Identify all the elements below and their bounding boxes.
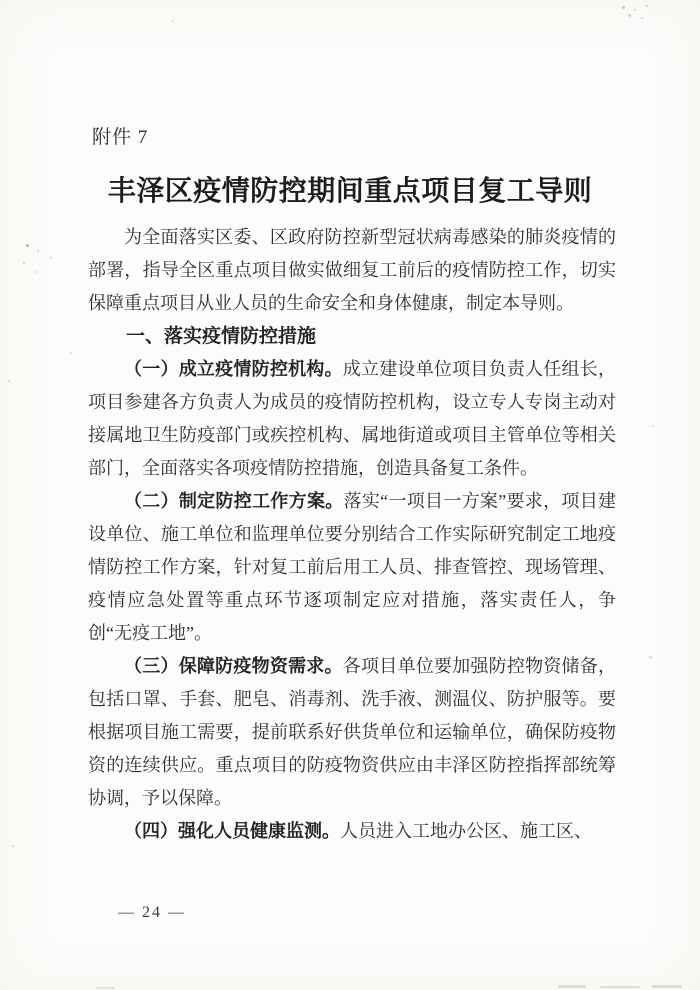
scan-speck	[622, 6, 625, 9]
scan-speck	[172, 20, 174, 22]
paragraph-lead: （四）强化人员健康监测。	[124, 821, 340, 842]
document-body	[88, 221, 616, 848]
scan-speck	[23, 262, 25, 264]
scan-speck	[8, 380, 10, 382]
paragraph	[88, 815, 616, 848]
scan-smudge	[558, 985, 586, 988]
scan-smudge	[652, 985, 682, 988]
document-title: 丰泽区疫情防控期间重点项目复工导则	[107, 173, 593, 207]
attachment-label: 附件 7	[92, 127, 149, 148]
page-number: — 24 —	[118, 904, 186, 921]
paragraph-lead: （三）保障防疫物资需求。	[124, 656, 343, 677]
scan-smudge	[95, 987, 115, 989]
paragraph-lead: （二）制定防控工作方案。	[124, 491, 344, 512]
section-heading: 一、落实疫情防控措施	[126, 325, 317, 347]
scan-speck	[641, 17, 643, 19]
scan-speck	[70, 352, 72, 354]
paragraph-text: 为全面落实区委、区政府防控新型冠状病毒感染的肺炎疫情的部署，指导全区重点项目做实做细复工前后的疫情防控工作，切实保障重点项目从业人员的生命安全和身体健康，制定本导则。	[88, 227, 616, 313]
scan-speck	[34, 271, 36, 273]
scan-speck	[628, 14, 631, 17]
paragraph-text: 人员进入工地办公区、施工区、	[340, 821, 592, 841]
scan-speck	[12, 845, 14, 847]
scan-speck	[652, 425, 654, 427]
scan-speck	[646, 5, 648, 7]
scan-speck	[37, 250, 39, 252]
paragraph	[88, 650, 616, 815]
scan-speck	[26, 244, 29, 247]
paragraph-lead: （一）成立疫情防控机构。	[124, 359, 343, 380]
paragraph-text: 各项目单位要加强防控物资储备，包括口罩、手套、肥皂、消毒剂、洗手液、测温仪、防护服等。要根据项目施工需要，提前联系好供货单位和运输单位，确保防疫物资的连续供应。重点项目的防疫物资供应由丰泽区防控指挥部统筹协调，予以保障。	[88, 656, 617, 808]
scan-speck	[634, 9, 636, 11]
paragraph-text: 成立建设单位项目负责人任组长，项目参建各方负责人为成员的疫情防控机构，设立专人专岗主动对接属地卫生防疫部门或疾控机构、属地街道或项目主管单位等相关部门，全面落实各项疫情防控措施，创造具备复工条件。	[88, 359, 617, 478]
scan-speck	[50, 257, 52, 259]
scan-smudge	[600, 986, 640, 988]
paragraph	[88, 485, 616, 650]
paragraph-text: 落实“一项目一方案”要求，项目建设单位、施工单位和监理单位要分别结合工作实际研究制定工地疫情防控工作方案，针对复工前后用工人员、排查管控、现场管理、疫情应急处置等重点环节逐项制定应对措施，落实责任人，争创“无疫工地”。	[88, 491, 616, 643]
paragraph	[88, 353, 616, 485]
paragraph	[88, 221, 616, 320]
scan-speck	[649, 656, 652, 659]
